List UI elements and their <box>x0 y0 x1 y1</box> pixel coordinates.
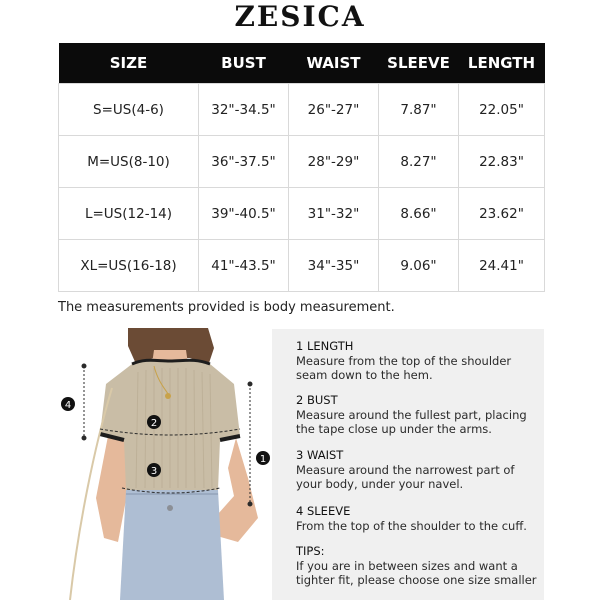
header-length: LENGTH <box>459 43 545 84</box>
guide-bust-title: 2 BUST <box>296 393 338 407</box>
svg-text:1: 1 <box>259 454 267 465</box>
cell-bust: 39"-40.5" <box>199 188 289 240</box>
cell-sleeve: 9.06" <box>379 240 459 292</box>
cell-size: M=US(8-10) <box>59 136 199 188</box>
marker-3 <box>147 463 161 477</box>
measurement-guide-panel <box>272 329 544 600</box>
cell-sleeve: 8.66" <box>379 188 459 240</box>
guide-waist-title: 3 WAIST <box>296 448 344 462</box>
guide-length <box>296 339 540 383</box>
guide-waist-text: Measure around the narrowest part of your body, under your navel. <box>296 462 515 491</box>
cell-waist: 31"-32" <box>289 188 379 240</box>
guide-bust-text: Measure around the fullest part, placing the tape close up under the arms. <box>296 407 527 436</box>
svg-text:2: 2 <box>150 418 158 429</box>
guide-bust <box>296 393 540 437</box>
table-row <box>59 136 545 188</box>
cell-length: 22.05" <box>459 84 545 136</box>
cell-bust: 41"-43.5" <box>199 240 289 292</box>
guide-length-title: 1 LENGTH <box>296 339 354 353</box>
table-row <box>59 240 545 292</box>
svg-text:4: 4 <box>64 400 72 411</box>
header-size: SIZE <box>59 43 199 84</box>
guide-sleeve <box>296 504 540 533</box>
cell-size: S=US(4-6) <box>59 84 199 136</box>
cell-size: L=US(12-14) <box>59 188 199 240</box>
table-row <box>59 188 545 240</box>
header-waist: WAIST <box>289 43 379 84</box>
guide-sleeve-title: 4 SLEEVE <box>296 504 351 518</box>
size-chart-header-row <box>59 43 545 84</box>
cell-length: 22.83" <box>459 136 545 188</box>
marker-2 <box>147 415 161 429</box>
guide-tips <box>296 544 540 588</box>
guide-length-text: Measure from the top of the shoulder seam down to the hem. <box>296 353 512 382</box>
cell-sleeve: 8.27" <box>379 136 459 188</box>
brand-logo: ZESICA <box>234 0 366 33</box>
header-bust: BUST <box>199 43 289 84</box>
cell-bust: 36"-37.5" <box>199 136 289 188</box>
cell-bust: 32"-34.5" <box>199 84 289 136</box>
cell-length: 23.62" <box>459 188 545 240</box>
guide-waist <box>296 448 540 492</box>
cell-waist: 34"-35" <box>289 240 379 292</box>
cell-waist: 28"-29" <box>289 136 379 188</box>
table-row <box>59 84 545 136</box>
svg-text:3: 3 <box>150 466 158 477</box>
guide-sleeve-text: From the top of the shoulder to the cuff. <box>296 518 527 533</box>
cell-size: XL=US(16-18) <box>59 240 199 292</box>
guide-tips-text: If you are in between sizes and want a tighter fit, please choose one size smaller <box>296 558 537 587</box>
cell-length: 24.41" <box>459 240 545 292</box>
cell-sleeve: 7.87" <box>379 84 459 136</box>
marker-1 <box>256 451 270 465</box>
size-chart-table <box>58 43 545 292</box>
header-sleeve: SLEEVE <box>379 43 459 84</box>
measurement-note: The measurements provided is body measurement. <box>58 300 395 315</box>
guide-tips-title: TIPS: <box>296 544 325 558</box>
model-photo <box>58 328 280 600</box>
cell-waist: 26"-27" <box>289 84 379 136</box>
marker-4 <box>61 397 75 411</box>
